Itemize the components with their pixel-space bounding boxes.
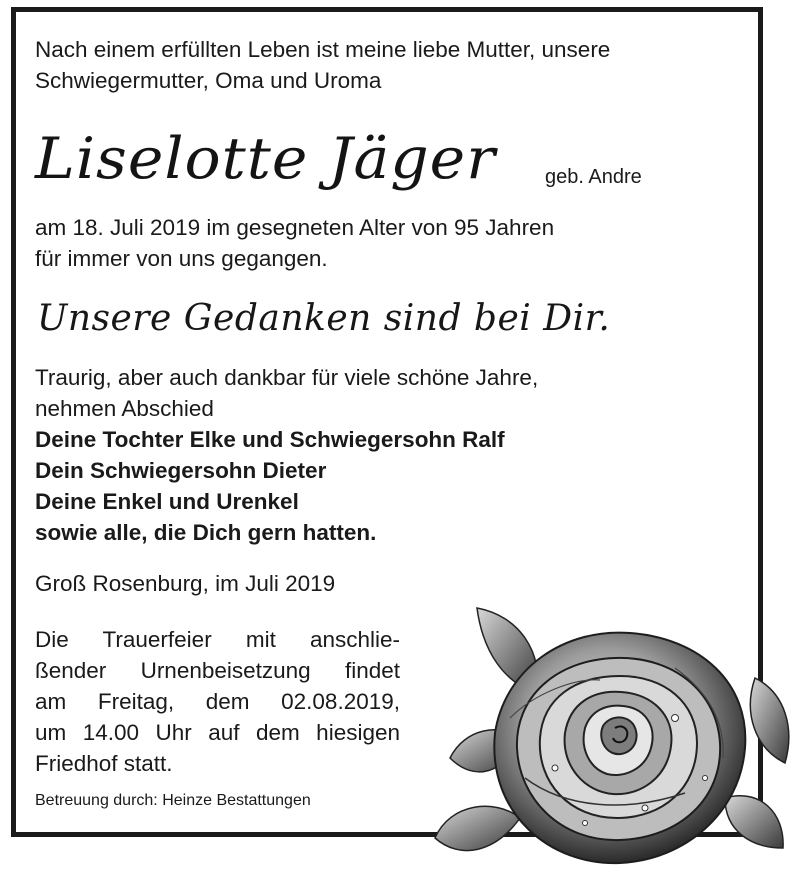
intro-line: Nach einem erfüllten Leben ist meine liebe Mutter, unsere	[35, 37, 611, 62]
mourner-line: Deine Tochter Elke und Schwiegersohn Ralf	[35, 427, 505, 452]
funeral-line: Die Trauerfeier mit anschlie-	[35, 627, 400, 652]
motto: Unsere Gedanken sind bei Dir.	[37, 298, 611, 339]
funeral-line: um 14.00 Uhr auf dem hiesigen	[35, 720, 400, 745]
mourner-line: Dein Schwiegersohn Dieter	[35, 458, 327, 483]
rose-icon	[425, 598, 800, 869]
undertaker-credit: Betreuung durch: Heinze Bestattungen	[35, 792, 311, 809]
mourner-line: sowie alle, die Dich gern hatten.	[35, 520, 377, 545]
deceased-name-row	[35, 124, 735, 204]
mourners-block	[35, 362, 725, 548]
funeral-details	[35, 624, 400, 779]
intro-text	[35, 34, 725, 96]
intro-line: Schwiegermutter, Oma und Uroma	[35, 68, 382, 93]
mourners-intro-line: Traurig, aber auch dankbar für viele schöne Jahre,	[35, 365, 539, 390]
mourners-intro-line: nehmen Abschied	[35, 396, 214, 421]
funeral-line: am Freitag, dem 02.08.2019,	[35, 689, 400, 714]
place-date: Groß Rosenburg, im Juli 2019	[35, 571, 336, 596]
birth-name: geb. Andre	[545, 166, 642, 188]
death-text	[35, 212, 725, 274]
funeral-line: Friedhof statt.	[35, 751, 173, 776]
death-line: für immer von uns gegangen.	[35, 246, 328, 271]
funeral-line: ßender Urnenbeisetzung findet	[35, 658, 400, 683]
mourner-line: Deine Enkel und Urenkel	[35, 489, 299, 514]
death-line: am 18. Juli 2019 im gesegneten Alter von 95 Jahren	[35, 215, 555, 240]
deceased-name: Liselotte Jäger	[35, 125, 496, 193]
